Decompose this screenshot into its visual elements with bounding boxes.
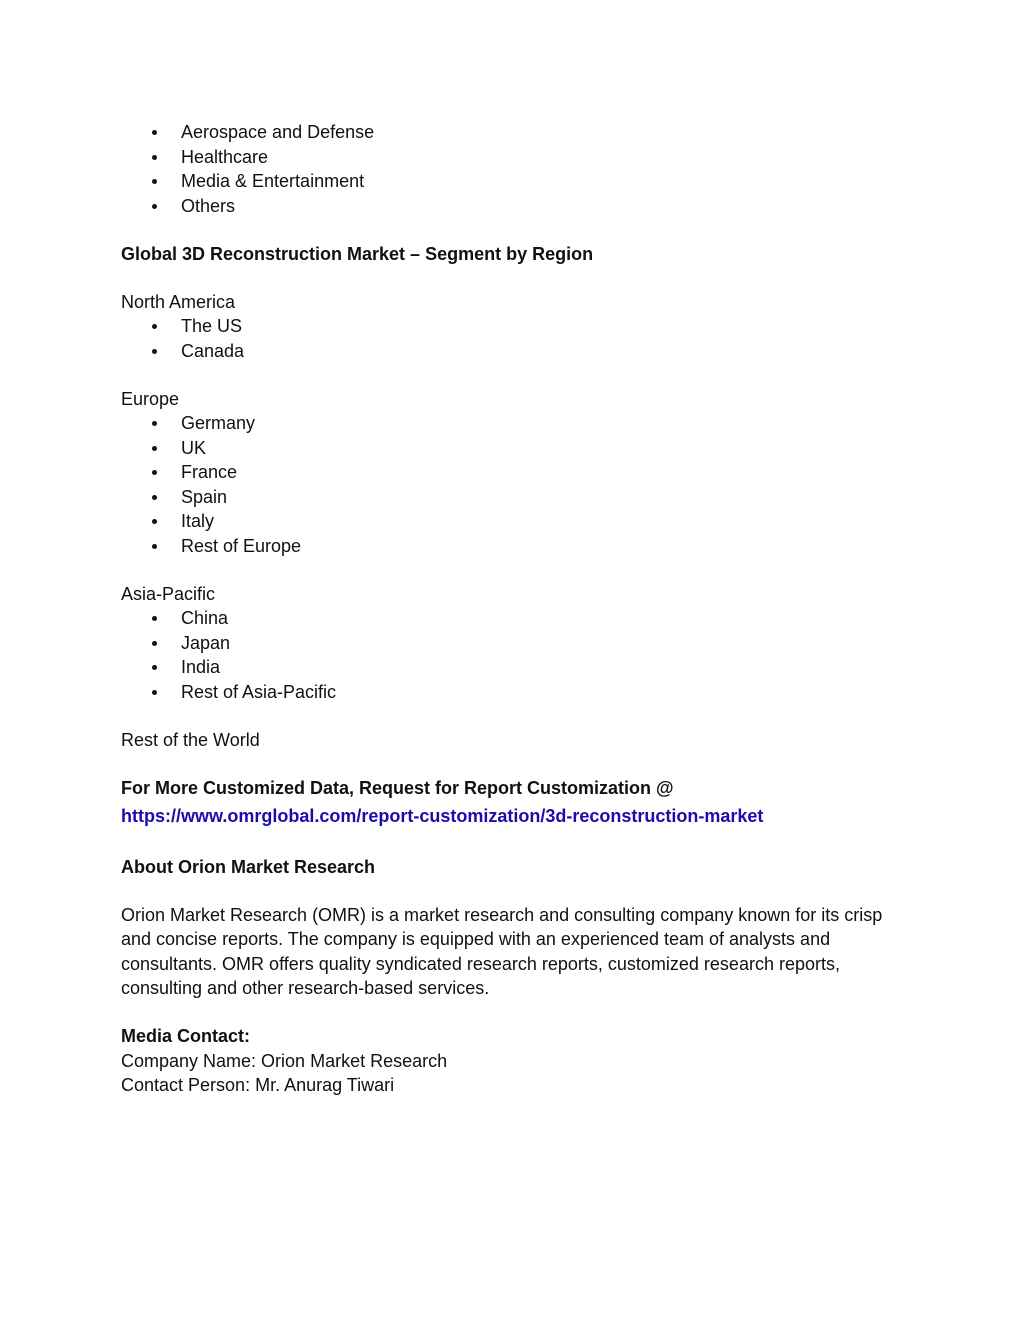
list-item: China bbox=[121, 606, 911, 631]
region-name-asia-pacific: Asia-Pacific bbox=[121, 583, 216, 604]
company-name: Company Name: Orion Market Research bbox=[121, 1050, 448, 1071]
list-item: Canada bbox=[121, 339, 911, 364]
about-heading: About Orion Market Research bbox=[121, 856, 376, 877]
list-item: Others bbox=[121, 194, 911, 219]
contact-person: Contact Person: Mr. Anurag Tiwari bbox=[121, 1075, 395, 1095]
document-content bbox=[121, 120, 911, 1098]
customization-text: For More Customized Data, Request for Report Customization @ bbox=[121, 777, 674, 798]
list-item: Spain bbox=[121, 485, 911, 510]
region-name-europe: Europe bbox=[121, 388, 180, 409]
list-item: Germany bbox=[121, 411, 911, 436]
customization-link[interactable]: https://www.omrglobal.com/report-customization/3d-reconstruction-market bbox=[121, 806, 764, 826]
region-heading: Global 3D Reconstruction Market – Segment by Region bbox=[121, 243, 594, 264]
north-america-list bbox=[121, 314, 911, 363]
list-item: France bbox=[121, 460, 911, 485]
about-body: Orion Market Research (OMR) is a market research and consulting company known for its crisp and concise reports. The company is equipped with an experienced team of analysts and consultants. OMR offers quality syndicated research reports, customized research reports, consulting and other research-based services. bbox=[121, 904, 883, 998]
europe-list bbox=[121, 411, 911, 558]
list-item: Japan bbox=[121, 631, 911, 656]
list-item: Rest of Europe bbox=[121, 534, 911, 559]
region-name-north-america: North America bbox=[121, 291, 236, 312]
list-item: India bbox=[121, 655, 911, 680]
list-item: Media & Entertainment bbox=[121, 169, 911, 194]
list-item: The US bbox=[121, 314, 911, 339]
asia-pacific-list bbox=[121, 606, 911, 704]
list-item: Aerospace and Defense bbox=[121, 120, 911, 145]
media-contact-heading: Media Contact: bbox=[121, 1026, 251, 1046]
list-item: Healthcare bbox=[121, 145, 911, 170]
list-item: Rest of Asia-Pacific bbox=[121, 680, 911, 705]
list-item: Italy bbox=[121, 509, 911, 534]
region-name-rest-of-world: Rest of the World bbox=[121, 729, 260, 750]
list-item: UK bbox=[121, 436, 911, 461]
industry-list bbox=[121, 120, 911, 218]
